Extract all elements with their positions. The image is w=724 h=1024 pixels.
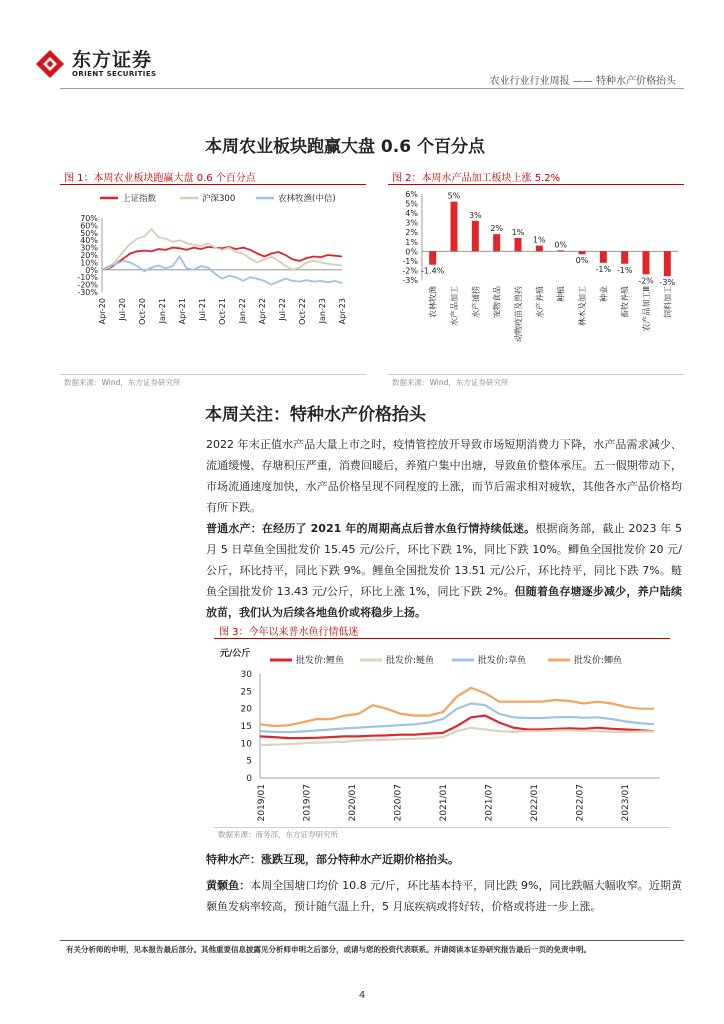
fig2-bar-2 — [472, 221, 479, 252]
fig1-y-tick: 40% — [80, 236, 98, 246]
fig3-x-tick: 2023/01 — [621, 784, 631, 822]
fig3-y-tick: 0 — [246, 774, 252, 784]
section-title-performance: 本周农业板块跑赢大盘 0.6 个百分点 — [205, 137, 485, 157]
fig1-x-tick: Jan-22 — [238, 298, 247, 324]
fig1-title-rule — [60, 184, 366, 185]
fig1-series-line-1 — [102, 229, 342, 270]
fig2-title: 图 2：本周水产品加工板块上涨 5.2% — [392, 173, 561, 184]
paragraph-common-fish-body: 根据商务部，截止 2023 年 5 月 5 日草鱼全国批发价 15.45 元/公斤，环比下跌 1%，同比下跌 10%。鲫鱼全国批发价 20 元/公斤，环比持平，同比下跌 9%。鲤鱼全国批发价 13.51 元/公斤，环比持平，同比下跌 7%。鲢鱼全国批发价 13.43 元/公斤，环比上涨 1%，同比下跌 2%。 — [206, 522, 682, 598]
fig1-x-tick: Oct-22 — [298, 298, 307, 325]
logo-cn-text: 东方证券 — [72, 49, 153, 71]
fig2-x-tick-10: 农产品加工Ⅲ — [642, 286, 651, 332]
fig3-fish-price-chart — [214, 642, 670, 826]
fig2-bar-value-9: -1% — [616, 265, 633, 275]
fig1-legend-label-2: 农林牧渔(中信) — [278, 194, 336, 204]
fig3-x-tick: 2020/01 — [348, 784, 358, 822]
fig1-x-tick: Apr-21 — [178, 298, 187, 325]
logo-mark-icon — [34, 48, 66, 80]
fig1-y-tick: -30% — [77, 288, 98, 297]
fig3-x-tick: 2021/07 — [484, 784, 495, 822]
fig1-x-tick: Apr-22 — [258, 298, 267, 325]
paragraph-special-fish: 特种水产：涨跌互现，部分特种水产近期价格抬头。 — [206, 853, 459, 866]
fig1-x-tick: Oct-21 — [218, 298, 227, 325]
report-title: 农业行业行业周报 —— 特种水产价格抬头 — [489, 76, 676, 87]
fig3-legend-label-0: 批发价:鲤鱼 — [296, 656, 345, 666]
fig3-legend-label-3: 批发价:鲫鱼 — [574, 656, 623, 666]
fig2-bar-3 — [493, 234, 500, 251]
fig2-x-tick-1: 水产品加工 — [450, 286, 459, 326]
fig2-bar-value-1: 5% — [447, 191, 461, 201]
fig1-y-tick: 20% — [80, 251, 98, 260]
fig1-y-tick: 10% — [80, 258, 98, 268]
fig3-source-rule — [214, 827, 670, 828]
fig3-y-tick: 5 — [246, 756, 252, 767]
fig2-y-tick: 1% — [405, 237, 418, 247]
fig2-bar-value-3: 2% — [490, 224, 504, 234]
fig3-x-tick: 2019/07 — [302, 784, 313, 822]
fig1-x-tick: Oct-20 — [138, 298, 147, 325]
fig2-bar-value-0: -1.4% — [421, 266, 445, 276]
fig2-bar-value-11: -3% — [659, 278, 676, 288]
fig3-title: 图 3：今年以来普水鱼行情低迷 — [219, 627, 359, 638]
fig2-x-tick-7: 林木及加工 — [578, 286, 587, 326]
fig1-legend-label-1: 沪深300 — [202, 194, 236, 204]
fig3-legend-label-1: 批发价:鲢鱼 — [386, 656, 435, 666]
fig3-legend-label-2: 批发价:草鱼 — [478, 656, 527, 666]
fig3-y-tick: 10 — [240, 739, 252, 750]
fig2-x-tick-2: 水产捕捞 — [471, 286, 481, 318]
fig1-title: 图 1：本周农业板块跑赢大盘 0.6 个百分点 — [64, 173, 256, 184]
fig2-bar-4 — [515, 238, 522, 251]
paragraph-yellow-catfish — [206, 875, 682, 917]
fig1-legend-label-0: 上证指数 — [122, 194, 157, 204]
fig2-x-tick-5: 水产养殖 — [535, 286, 545, 318]
paragraph-common-fish-tail: 但随着鱼存塘逐步减少，养户陆续放苗，我们认为后续各地鱼价或将稳步上扬。 — [206, 585, 682, 619]
fig1-y-tick: 70% — [80, 214, 98, 223]
fig3-x-tick: 2022/07 — [575, 784, 586, 822]
fig2-source-rule — [388, 374, 684, 375]
fig2-bar-11 — [664, 251, 671, 276]
fig2-bar-8 — [600, 251, 607, 262]
fig1-x-tick: Jul-21 — [198, 298, 207, 321]
fig3-y-tick: 20 — [240, 704, 252, 715]
footer-disclaimer: 有关分析师的申明，见本报告最后部分。其他重要信息披露见分析师申明之后部分，或请与您的投资代表联系。并请阅读本证券研究报告最后一页的免责申明。 — [66, 945, 591, 954]
logo-en-text: ORIENT SECURITIES — [72, 70, 157, 78]
page-number: 4 — [358, 990, 366, 1001]
fig1-y-tick: -20% — [77, 280, 98, 290]
paragraph-yellow-catfish-body: 本周全国塘口均价 10.8 元/斤，环比基本持平，同比跌 9%，同比跌幅大幅收窄。近期黄颡鱼发病率较高，预计随气温上升，5 月底疾病或将好转，价格或将进一步上涨。 — [206, 879, 683, 913]
fig3-x-tick: 2021/01 — [439, 784, 449, 822]
fig3-y-label: 元/公斤 — [220, 649, 251, 659]
fig2-y-tick: 5% — [405, 199, 418, 209]
fig2-y-tick: -1% — [402, 256, 418, 266]
fig2-title-rule — [388, 184, 684, 185]
fig2-bar-9 — [621, 251, 628, 263]
header-divider — [60, 88, 684, 89]
fig1-y-tick: 0% — [85, 265, 98, 275]
fig2-bar-value-10: -2% — [638, 276, 654, 286]
fig2-bar-0 — [429, 251, 436, 264]
paragraph-common-fish — [206, 518, 682, 623]
fig1-x-tick: Jan-23 — [318, 298, 327, 324]
fig1-x-tick: Jan-21 — [158, 298, 167, 324]
fig3-y-tick: 15 — [240, 722, 252, 732]
fig1-series-line-2 — [102, 257, 342, 285]
fig2-bar-6 — [557, 250, 564, 251]
fig1-source: 数据来源：Wind，东方证券研究所 — [64, 378, 181, 387]
fig2-x-tick-0: 农林牧渔 — [428, 286, 438, 318]
fig2-y-tick: 2% — [405, 228, 418, 238]
fig2-bar-value-4: 1% — [511, 227, 525, 237]
fig3-x-tick: 2019/01 — [257, 784, 267, 822]
fig2-y-tick: 0% — [405, 247, 418, 257]
fig2-y-tick: 4% — [405, 209, 418, 219]
fig1-x-tick: Apr-23 — [338, 298, 347, 325]
fig1-x-tick: Jul-22 — [278, 298, 287, 321]
fig2-y-tick: -3% — [402, 276, 418, 285]
section-title-focus: 本周关注：特种水产价格抬头 — [205, 405, 426, 425]
fig1-source-rule — [60, 374, 366, 375]
fig2-bar-value-2: 3% — [468, 210, 482, 220]
company-logo — [34, 48, 156, 80]
fig2-bar-5 — [536, 246, 543, 252]
fig2-y-tick: 6% — [405, 190, 418, 199]
fig1-y-tick: -10% — [77, 273, 98, 283]
fig1-y-tick: 60% — [80, 221, 98, 231]
fig3-x-tick: 2022/01 — [530, 784, 540, 822]
fig2-bar-value-8: -1% — [595, 264, 612, 274]
fig2-bar-1 — [451, 202, 458, 252]
fig3-title-rule — [214, 638, 670, 639]
fig2-bar-7 — [579, 251, 586, 254]
paragraph-common-fish-lead: 普通水产：在经历了 2021 年的周期高点后普水鱼行情持续低迷。 — [206, 522, 536, 535]
fig2-source: 数据来源：Wind，东方证券研究所 — [392, 378, 509, 387]
paragraph-market-overview: 2022 年末正值水产品大量上市之时，疫情管控放开导致市场短期消费力下降，水产品需求减少、流通缓慢、存塘积压严重，消费回暖后，养殖户集中出塘，导致鱼价整体承压。五一假期带动下，市场流通速度加快，水产品价格呈现不同程度的上涨，而节后需求相对疲软，其他各水产品价格均有所下跌。 — [206, 438, 682, 514]
fig2-sector-bar-chart — [388, 186, 684, 370]
fig2-bar-value-6: 0% — [554, 240, 568, 250]
fig2-x-tick-4: 动物疫苗及兽药 — [514, 286, 523, 342]
fig1-x-tick: Apr-20 — [98, 298, 107, 325]
fig2-y-tick: 3% — [405, 218, 418, 228]
fig3-y-tick: 30 — [240, 670, 252, 680]
fig3-series-line-3 — [260, 688, 654, 726]
fig3-x-tick: 2020/07 — [393, 784, 404, 822]
fig2-x-tick-9: 畜牧养殖 — [620, 286, 630, 318]
fig2-bar-value-7: 0% — [575, 256, 589, 266]
fig2-x-tick-11: 饲料加工 — [663, 286, 673, 318]
fig1-y-tick: 50% — [80, 228, 98, 238]
fig2-bar-value-5: 1% — [532, 235, 546, 245]
fig2-bar-10 — [643, 251, 650, 274]
fig3-y-tick: 25 — [240, 687, 252, 698]
footer-divider — [60, 940, 684, 941]
fig1-x-tick: Jul-20 — [118, 298, 127, 321]
fig2-x-tick-6: 种植 — [556, 286, 566, 302]
fig1-y-tick: 30% — [80, 243, 98, 253]
fig1-index-chart — [60, 188, 366, 368]
fig2-x-tick-8: 种业 — [599, 286, 609, 302]
fig2-y-tick: -2% — [402, 266, 418, 276]
fig3-source: 数据来源：商务部，东方证券研究所 — [218, 830, 338, 839]
fig2-x-tick-3: 宠物食品 — [492, 286, 502, 318]
paragraph-yellow-catfish-lead: 黄颡鱼： — [206, 879, 251, 892]
